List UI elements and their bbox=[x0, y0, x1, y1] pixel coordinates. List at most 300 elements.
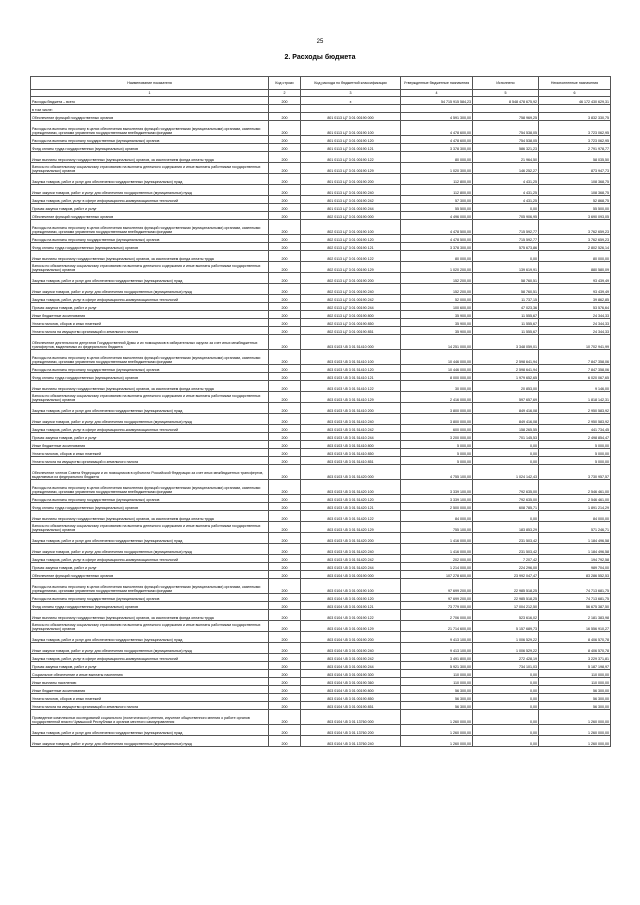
row-line-code: 200 bbox=[269, 220, 301, 235]
row-name: Закупка товаров, работ и услуг для обеспечения государственных (муниципальных) нужд bbox=[31, 533, 269, 544]
row-line-code: 200 bbox=[269, 441, 301, 449]
row-approved: 3 800 000,00 bbox=[401, 414, 473, 425]
row-unexecuted: 8 406 570,78 bbox=[539, 632, 611, 643]
row-line-code: 200 bbox=[269, 457, 301, 465]
row-classification: 802 0113 Ц7 3 01 00190 240 bbox=[301, 284, 401, 295]
row-approved: 100 600,00 bbox=[401, 303, 473, 311]
table-row bbox=[31, 544, 611, 555]
row-unexecuted: 10 702 941,99 bbox=[539, 335, 611, 350]
row-executed: 139 619,91 bbox=[473, 262, 539, 273]
row-executed: 0,00 bbox=[473, 670, 539, 678]
row-line-code: 200 bbox=[269, 243, 301, 251]
row-executed: 146 252,27 bbox=[473, 163, 539, 174]
row-name: Обеспечение деятельности депутатов Государственной Думы и их помощников в избирательных округах за счет иных межбюджетных трансфертов, выделяемых из федерального бюджета bbox=[31, 335, 269, 350]
row-executed: 1 024 142,43 bbox=[473, 465, 539, 480]
row-name: Взносы по обязательному социальному страхованию на выплаты денежного содержания и иные выплаты работникам государственных (муниципальных) органов bbox=[31, 262, 269, 273]
row-approved bbox=[401, 105, 473, 113]
row-classification: x bbox=[301, 97, 401, 105]
row-line-code: 200 bbox=[269, 414, 301, 425]
row-name: Взносы по обязательному социальному страхованию на выплаты денежного содержания и иные выплаты работникам государственных (муниципальных) органов bbox=[31, 392, 269, 403]
row-classification: 803 0103 Ч5 3 01 51420 121 bbox=[301, 503, 401, 511]
row-approved: 21 714 600,00 bbox=[401, 621, 473, 632]
row-line-code: 200 bbox=[269, 365, 301, 373]
row-name: Фонд оплаты труда государственных (муниципальных) органов bbox=[31, 144, 269, 152]
row-line-code: 200 bbox=[269, 694, 301, 702]
row-line-code: 200 bbox=[269, 710, 301, 725]
row-unexecuted: 3 690 093,05 bbox=[539, 212, 611, 220]
table-row bbox=[31, 235, 611, 243]
row-executed: 5 157 689,73 bbox=[473, 621, 539, 632]
table-row bbox=[31, 204, 611, 212]
table-row bbox=[31, 105, 611, 113]
row-unexecuted: 7 847 358,06 bbox=[539, 365, 611, 373]
row-approved: 56 300,00 bbox=[401, 702, 473, 710]
row-approved: 3 378 300,00 bbox=[401, 243, 473, 251]
row-approved: 5 000,00 bbox=[401, 441, 473, 449]
row-classification: 803 0104 Ч5 3 01 00190 000 bbox=[301, 571, 401, 579]
row-classification: 803 0103 Ч5 3 01 51420 120 bbox=[301, 495, 401, 503]
row-classification: 801 0113 Ц7 3 01 00190 200 bbox=[301, 174, 401, 185]
row-line-code: 200 bbox=[269, 196, 301, 204]
row-line-code: 200 bbox=[269, 163, 301, 174]
row-classification: 801 0113 Ц7 3 01 00190 242 bbox=[301, 196, 401, 204]
table-row bbox=[31, 571, 611, 579]
table-row bbox=[31, 174, 611, 185]
row-executed: 11 555,67 bbox=[473, 319, 539, 327]
row-approved: 5 000,00 bbox=[401, 457, 473, 465]
row-name: Иные выплаты персоналу государственных (муниципальных) органов, за исключением фонда оплаты труда bbox=[31, 381, 269, 392]
row-line-code: 200 bbox=[269, 295, 301, 303]
row-executed: 715 592,77 bbox=[473, 235, 539, 243]
table-row bbox=[31, 121, 611, 136]
row-line-code: 200 bbox=[269, 327, 301, 335]
row-classification: 802 0113 Ц7 3 01 00190 800 bbox=[301, 311, 401, 319]
row-approved: 1 260 000,00 bbox=[401, 736, 473, 747]
row-approved: 4 478 600,00 bbox=[401, 136, 473, 144]
row-approved: 110 000,00 bbox=[401, 670, 473, 678]
row-unexecuted: 1 260 000,00 bbox=[539, 725, 611, 736]
row-name: Обеспечение функций государственных органов bbox=[31, 571, 269, 579]
column-number: 5 bbox=[473, 90, 539, 97]
row-classification: 803 0104 Ч5 3 01 00190 800 bbox=[301, 686, 401, 694]
row-approved: 97 699 200,00 bbox=[401, 594, 473, 602]
header-unexecuted: Неисполненные назначения bbox=[539, 77, 611, 90]
row-unexecuted: 2 546 461,00 bbox=[539, 495, 611, 503]
row-classification: 801 0113 Ц7 3 01 00190 122 bbox=[301, 152, 401, 163]
table-row bbox=[31, 365, 611, 373]
row-line-code: 200 bbox=[269, 273, 301, 284]
row-executed: 597 657,69 bbox=[473, 392, 539, 403]
row-approved: 110 000,00 bbox=[401, 678, 473, 686]
row-approved: 1 214 000,00 bbox=[401, 563, 473, 571]
row-unexecuted: 56 300,00 bbox=[539, 702, 611, 710]
row-classification: 802 0113 Ц7 3 01 00190 100 bbox=[301, 220, 401, 235]
row-classification: 803 0104 Ч5 3 01 00190 120 bbox=[301, 594, 401, 602]
row-name: Иные закупки товаров, работ и услуг для обеспечения государственных (муниципальных) нужд bbox=[31, 414, 269, 425]
table-row bbox=[31, 414, 611, 425]
table-row bbox=[31, 196, 611, 204]
row-classification: 803 0104 Ч5 3 01 00190 121 bbox=[301, 602, 401, 610]
row-name: Обеспечение функций государственных органов bbox=[31, 113, 269, 121]
table-row bbox=[31, 284, 611, 295]
row-executed: 792 635,00 bbox=[473, 495, 539, 503]
row-name: Фонд оплаты труда государственных (муниципальных) органов bbox=[31, 373, 269, 381]
row-line-code: 200 bbox=[269, 579, 301, 594]
row-classification: 803 0104 Ч5 3 01 00190 200 bbox=[301, 632, 401, 643]
row-line-code: 200 bbox=[269, 136, 301, 144]
row-approved: 97 699 200,00 bbox=[401, 579, 473, 594]
table-row bbox=[31, 643, 611, 654]
row-classification: 803 0103 Ч5 3 01 51420 000 bbox=[301, 465, 401, 480]
row-unexecuted: 6 020 067,65 bbox=[539, 373, 611, 381]
row-executed: 272 428,19 bbox=[473, 654, 539, 662]
row-line-code: 200 bbox=[269, 702, 301, 710]
row-unexecuted: 55 500,00 bbox=[539, 204, 611, 212]
row-approved: 57 300,00 bbox=[401, 196, 473, 204]
row-executed: 21 964,50 bbox=[473, 152, 539, 163]
row-executed: 183 853,29 bbox=[473, 522, 539, 533]
row-unexecuted: 5 000,00 bbox=[539, 449, 611, 457]
row-unexecuted: 1 260 000,00 bbox=[539, 736, 611, 747]
row-approved: 755 100,00 bbox=[401, 522, 473, 533]
row-executed: 4 431,25 bbox=[473, 196, 539, 204]
row-line-code: 200 bbox=[269, 736, 301, 747]
row-name: Иные бюджетные ассигнования bbox=[31, 311, 269, 319]
row-name: Иные закупки товаров, работ и услуг для обеспечения государственных (муниципальных) нужд bbox=[31, 643, 269, 654]
row-executed: 11 737,15 bbox=[473, 295, 539, 303]
row-classification: 803 0103 Ч5 3 01 51420 100 bbox=[301, 480, 401, 495]
row-unexecuted: 52 868,75 bbox=[539, 196, 611, 204]
row-line-code: 200 bbox=[269, 433, 301, 441]
row-unexecuted: 2 950 583,92 bbox=[539, 403, 611, 414]
table-row bbox=[31, 327, 611, 335]
table-row bbox=[31, 433, 611, 441]
row-executed: 0,00 bbox=[473, 441, 539, 449]
row-unexecuted: 110 000,00 bbox=[539, 670, 611, 678]
row-name: Социальное обеспечение и иные выплаты населению bbox=[31, 670, 269, 678]
row-name: Иные выплаты персоналу государственных (муниципальных) органов, за исключением фонда оплаты труда bbox=[31, 251, 269, 262]
row-line-code: 200 bbox=[269, 174, 301, 185]
row-line-code: 200 bbox=[269, 392, 301, 403]
row-executed: 7 207,42 bbox=[473, 555, 539, 563]
row-classification: 803 0104 Ч5 3 01 00190 300 bbox=[301, 670, 401, 678]
row-unexecuted: 9 146,00 bbox=[539, 381, 611, 392]
row-approved: 3 339 100,00 bbox=[401, 495, 473, 503]
row-executed: 849 416,08 bbox=[473, 403, 539, 414]
row-classification: 802 0113 Ц7 3 01 00190 120 bbox=[301, 235, 401, 243]
row-executed: 523 616,02 bbox=[473, 610, 539, 621]
row-line-code: 200 bbox=[269, 571, 301, 579]
row-unexecuted: 93 439,49 bbox=[539, 273, 611, 284]
row-line-code: 200 bbox=[269, 643, 301, 654]
row-name: Фонд оплаты труда государственных (муниципальных) органов bbox=[31, 602, 269, 610]
row-name: Уплата налога на имущество организаций и земельного налога bbox=[31, 327, 269, 335]
table-row bbox=[31, 702, 611, 710]
row-name: Закупка товаров, работ и услуг для обеспечения государственных (муниципальных) нужд bbox=[31, 174, 269, 185]
table-row bbox=[31, 563, 611, 571]
row-line-code: 200 bbox=[269, 235, 301, 243]
row-unexecuted: 3 762 659,23 bbox=[539, 235, 611, 243]
row-name: Фонд оплаты труда государственных (муниципальных) органов bbox=[31, 243, 269, 251]
row-classification: 803 0103 Ч5 3 01 51410 122 bbox=[301, 381, 401, 392]
row-unexecuted: 56 300,00 bbox=[539, 686, 611, 694]
row-unexecuted: 3 723 062,95 bbox=[539, 121, 611, 136]
row-unexecuted: 3 762 659,23 bbox=[539, 220, 611, 235]
row-classification: 803 0103 Ч5 3 01 51420 244 bbox=[301, 563, 401, 571]
row-executed: 0,00 bbox=[473, 725, 539, 736]
row-executed: 792 635,00 bbox=[473, 480, 539, 495]
row-name: Иные выплаты персоналу государственных (муниципальных) органов, за исключением фонда оплаты труда bbox=[31, 152, 269, 163]
table-row bbox=[31, 594, 611, 602]
row-classification bbox=[301, 105, 401, 113]
row-executed: 0,00 bbox=[473, 449, 539, 457]
row-unexecuted: 2 802 526,14 bbox=[539, 243, 611, 251]
row-classification: 803 0104 Ч5 3 01 00190 242 bbox=[301, 654, 401, 662]
row-line-code: 200 bbox=[269, 678, 301, 686]
row-executed: 575 673,86 bbox=[473, 243, 539, 251]
row-line-code: 200 bbox=[269, 533, 301, 544]
row-approved: 73 779 000,00 bbox=[401, 602, 473, 610]
table-row bbox=[31, 686, 611, 694]
row-line-code: 200 bbox=[269, 144, 301, 152]
row-approved: 3 800 000,00 bbox=[401, 403, 473, 414]
row-line-code: 200 bbox=[269, 97, 301, 105]
row-unexecuted: 110 000,00 bbox=[539, 678, 611, 686]
row-name: Уплата налога на имущество организаций и земельного налога bbox=[31, 702, 269, 710]
row-executed: 0,00 bbox=[473, 702, 539, 710]
row-unexecuted: 880 580,09 bbox=[539, 262, 611, 273]
row-line-code: 200 bbox=[269, 602, 301, 610]
row-name: Закупка товаров, работ, услуг в сфере информационно-коммуникационных технологий bbox=[31, 654, 269, 662]
row-name: Закупка товаров, работ и услуг для обеспечения государственных (муниципальных) нужд bbox=[31, 632, 269, 643]
row-name: Закупка товаров, работ и услуг для обеспечения государственных (муниципальных) нужд bbox=[31, 725, 269, 736]
row-classification: 803 0104 Ч5 3 01 00190 122 bbox=[301, 610, 401, 621]
row-name: Закупка товаров, работ, услуг в сфере информационно-коммуникационных технологий bbox=[31, 425, 269, 433]
row-line-code: 200 bbox=[269, 511, 301, 522]
row-name: Обеспечение членов Совета Федерации и их помощников в субъектах Российской Федерации за счет иных межбюджетных трансфертов, выделяемых из федерального бюджета bbox=[31, 465, 269, 480]
row-line-code: 200 bbox=[269, 522, 301, 533]
row-executed: 0,00 bbox=[473, 686, 539, 694]
row-line-code: 200 bbox=[269, 251, 301, 262]
row-line-code bbox=[269, 105, 301, 113]
row-executed: 2 598 641,94 bbox=[473, 350, 539, 365]
row-name: Взносы по обязательному социальному страхованию на выплаты денежного содержания и иные выплаты работникам государственных (муниципальных) органов bbox=[31, 522, 269, 533]
row-name: Иные закупки товаров, работ и услуг для обеспечения государственных (муниципальных) нужд bbox=[31, 736, 269, 747]
row-unexecuted: 1 260 000,00 bbox=[539, 710, 611, 725]
row-classification: 803 0103 Ч5 3 01 51420 240 bbox=[301, 544, 401, 555]
row-approved: 84 000,00 bbox=[401, 511, 473, 522]
header-executed: Исполнено bbox=[473, 77, 539, 90]
row-unexecuted: 7 847 358,06 bbox=[539, 350, 611, 365]
row-unexecuted: 3 832 330,75 bbox=[539, 113, 611, 121]
row-name: Взносы по обязательному социальному страхованию на выплаты денежного содержания и иные выплаты работникам государственных (муниципальных) органов bbox=[31, 621, 269, 632]
table-row bbox=[31, 425, 611, 433]
row-classification: 803 0104 Ч5 3 01 00190 850 bbox=[301, 694, 401, 702]
row-line-code: 200 bbox=[269, 373, 301, 381]
table-row bbox=[31, 212, 611, 220]
row-name: Иные закупки товаров, работ и услуг для обеспечения государственных (муниципальных) нужд bbox=[31, 544, 269, 555]
row-executed: 17 004 212,50 bbox=[473, 602, 539, 610]
page-number: 25 bbox=[316, 39, 324, 45]
row-executed: 3 348 059,01 bbox=[473, 335, 539, 350]
row-executed: 608 785,71 bbox=[473, 503, 539, 511]
row-executed: 11 555,67 bbox=[473, 311, 539, 319]
row-line-code: 200 bbox=[269, 303, 301, 311]
table-row bbox=[31, 694, 611, 702]
table-row bbox=[31, 480, 611, 495]
expenditures-table bbox=[30, 76, 611, 747]
row-unexecuted: 2 181 383,98 bbox=[539, 610, 611, 621]
row-classification: 803 0103 Ч5 3 01 51420 129 bbox=[301, 522, 401, 533]
row-name: Расходы на выплаты персоналу в целях обеспечения выполнения функций государственными (муниципальными) органами, казенными учреждениями, органами управления государственными внебюджетными фондами bbox=[31, 350, 269, 365]
row-executed: 11 555,67 bbox=[473, 327, 539, 335]
row-approved: 8 000 000,00 bbox=[401, 373, 473, 381]
row-approved: 152 200,00 bbox=[401, 273, 473, 284]
row-line-code: 200 bbox=[269, 335, 301, 350]
row-name: в том числе: bbox=[31, 105, 269, 113]
column-number: 6 bbox=[539, 90, 611, 97]
row-executed: 47 023,36 bbox=[473, 303, 539, 311]
table-row bbox=[31, 522, 611, 533]
column-number: 2 bbox=[269, 90, 301, 97]
row-classification: 803 0103 Ч5 3 01 51420 122 bbox=[301, 511, 401, 522]
table-row bbox=[31, 97, 611, 105]
row-name: Взносы по обязательному социальному страхованию на выплаты денежного содержания и иные выплаты работникам государственных (муниципальных) органов bbox=[31, 163, 269, 174]
table-row bbox=[31, 373, 611, 381]
row-unexecuted: 2 498 854,47 bbox=[539, 433, 611, 441]
row-unexecuted: 2 791 978,77 bbox=[539, 144, 611, 152]
row-classification: 802 0113 Ц7 3 01 00190 129 bbox=[301, 262, 401, 273]
row-approved: 35 900,00 bbox=[401, 319, 473, 327]
row-approved: 112 800,00 bbox=[401, 185, 473, 196]
row-unexecuted: 441 734,45 bbox=[539, 425, 611, 433]
table-row bbox=[31, 710, 611, 725]
row-name: Расходы на выплаты персоналу государственных (муниципальных) органов bbox=[31, 136, 269, 144]
row-line-code: 200 bbox=[269, 204, 301, 212]
table-row bbox=[31, 457, 611, 465]
row-classification: 801 0113 Ц7 3 01 00190 000 bbox=[301, 113, 401, 121]
row-executed: 586 321,23 bbox=[473, 144, 539, 152]
table-row bbox=[31, 251, 611, 262]
row-name: Прочая закупка товаров, работ и услуг bbox=[31, 433, 269, 441]
row-classification: 803 0104 Ч5 3 01 13760 240 bbox=[301, 736, 401, 747]
row-classification: 803 0104 Ч5 3 01 13760 200 bbox=[301, 725, 401, 736]
table-header-row bbox=[31, 77, 611, 90]
row-unexecuted: 1 818 142,31 bbox=[539, 392, 611, 403]
row-unexecuted: 2 546 461,00 bbox=[539, 480, 611, 495]
row-unexecuted: 873 947,73 bbox=[539, 163, 611, 174]
row-approved: 56 300,00 bbox=[401, 694, 473, 702]
row-executed: 705 906,95 bbox=[473, 212, 539, 220]
row-unexecuted: 74 713 681,75 bbox=[539, 579, 611, 594]
row-classification: 803 0104 Ч5 3 01 00190 851 bbox=[301, 702, 401, 710]
row-name: Прочая закупка товаров, работ и услуг bbox=[31, 303, 269, 311]
row-name: Уплата налогов, сборов и иных платежей bbox=[31, 319, 269, 327]
row-approved: 3 200 000,00 bbox=[401, 433, 473, 441]
row-line-code: 200 bbox=[269, 212, 301, 220]
table-body bbox=[31, 97, 611, 747]
table-row bbox=[31, 511, 611, 522]
row-executed: 20 853,00 bbox=[473, 381, 539, 392]
row-unexecuted: 571 246,71 bbox=[539, 522, 611, 533]
row-unexecuted: 194 792,58 bbox=[539, 555, 611, 563]
table-row bbox=[31, 449, 611, 457]
row-classification: 803 0103 Ч5 3 01 51410 800 bbox=[301, 441, 401, 449]
row-name: Прочая закупка товаров, работ и услуг bbox=[31, 204, 269, 212]
row-approved: 9 413 100,00 bbox=[401, 643, 473, 654]
table-row bbox=[31, 152, 611, 163]
row-approved: 4 478 600,00 bbox=[401, 121, 473, 136]
row-executed: 0,00 bbox=[473, 251, 539, 262]
table-row bbox=[31, 220, 611, 235]
row-executed: 701 145,53 bbox=[473, 433, 539, 441]
table-row bbox=[31, 350, 611, 365]
row-approved: 4 478 500,00 bbox=[401, 220, 473, 235]
row-classification: 803 0104 Ч5 3 01 00190 100 bbox=[301, 579, 401, 594]
row-line-code: 200 bbox=[269, 350, 301, 365]
row-approved: 3 339 100,00 bbox=[401, 480, 473, 495]
row-name: Иные закупки товаров, работ и услуг для обеспечения государственных (муниципальных) нужд bbox=[31, 284, 269, 295]
row-executed: 849 416,08 bbox=[473, 414, 539, 425]
row-classification: 803 0103 Ч5 3 01 51410 200 bbox=[301, 403, 401, 414]
table-row bbox=[31, 736, 611, 747]
row-line-code: 200 bbox=[269, 503, 301, 511]
row-classification: 803 0103 Ч5 3 01 51410 120 bbox=[301, 365, 401, 373]
row-approved: 112 800,00 bbox=[401, 174, 473, 185]
row-executed: 0,00 bbox=[473, 710, 539, 725]
row-line-code: 200 bbox=[269, 262, 301, 273]
row-executed: 0,00 bbox=[473, 694, 539, 702]
row-executed: 0,00 bbox=[473, 204, 539, 212]
row-unexecuted: 39 862,85 bbox=[539, 295, 611, 303]
row-approved: 1 260 000,00 bbox=[401, 725, 473, 736]
table-row bbox=[31, 136, 611, 144]
table-row bbox=[31, 303, 611, 311]
row-executed: 231 503,42 bbox=[473, 533, 539, 544]
row-unexecuted: 56 300,00 bbox=[539, 694, 611, 702]
row-unexecuted: 989 704,00 bbox=[539, 563, 611, 571]
row-classification: 803 0104 Ч5 3 01 00190 240 bbox=[301, 643, 401, 654]
row-line-code: 200 bbox=[269, 555, 301, 563]
column-number: 4 bbox=[401, 90, 473, 97]
row-name: Иные бюджетные ассигнования bbox=[31, 686, 269, 694]
row-unexecuted: 24 344,33 bbox=[539, 311, 611, 319]
row-name: Закупка товаров, работ и услуг для обеспечения государственных (муниципальных) нужд bbox=[31, 273, 269, 284]
row-executed: 0,00 bbox=[473, 736, 539, 747]
row-unexecuted: 1 891 214,29 bbox=[539, 503, 611, 511]
row-classification: 803 0104 Ч5 3 01 13760 000 bbox=[301, 710, 401, 725]
row-name: Закупка товаров, работ и услуг для обеспечения государственных (муниципальных) нужд bbox=[31, 403, 269, 414]
header-line-code: Код строки bbox=[269, 77, 301, 90]
row-name: Расходы на выплаты персоналу в целях обеспечения выполнения функций государственными (муниципальными) органами, казенными учреждениями, органами управления государственными внебюджетными фондами bbox=[31, 121, 269, 136]
row-approved: 30 000,00 bbox=[401, 381, 473, 392]
row-approved: 9 413 100,00 bbox=[401, 632, 473, 643]
row-name: Расходы на выплаты персоналу государственных (муниципальных) органов bbox=[31, 365, 269, 373]
row-line-code: 200 bbox=[269, 381, 301, 392]
row-approved: 1 416 000,00 bbox=[401, 533, 473, 544]
row-name: Иные выплаты населению bbox=[31, 678, 269, 686]
table-row bbox=[31, 602, 611, 610]
table-row bbox=[31, 503, 611, 511]
row-line-code: 200 bbox=[269, 725, 301, 736]
row-line-code: 200 bbox=[269, 311, 301, 319]
row-classification: 802 0113 Ц7 3 01 00190 200 bbox=[301, 273, 401, 284]
table-row bbox=[31, 403, 611, 414]
row-line-code: 200 bbox=[269, 284, 301, 295]
header-approved: Утвержденные бюджетные назначения bbox=[401, 77, 473, 90]
row-executed: 4 431,25 bbox=[473, 185, 539, 196]
table-row bbox=[31, 579, 611, 594]
